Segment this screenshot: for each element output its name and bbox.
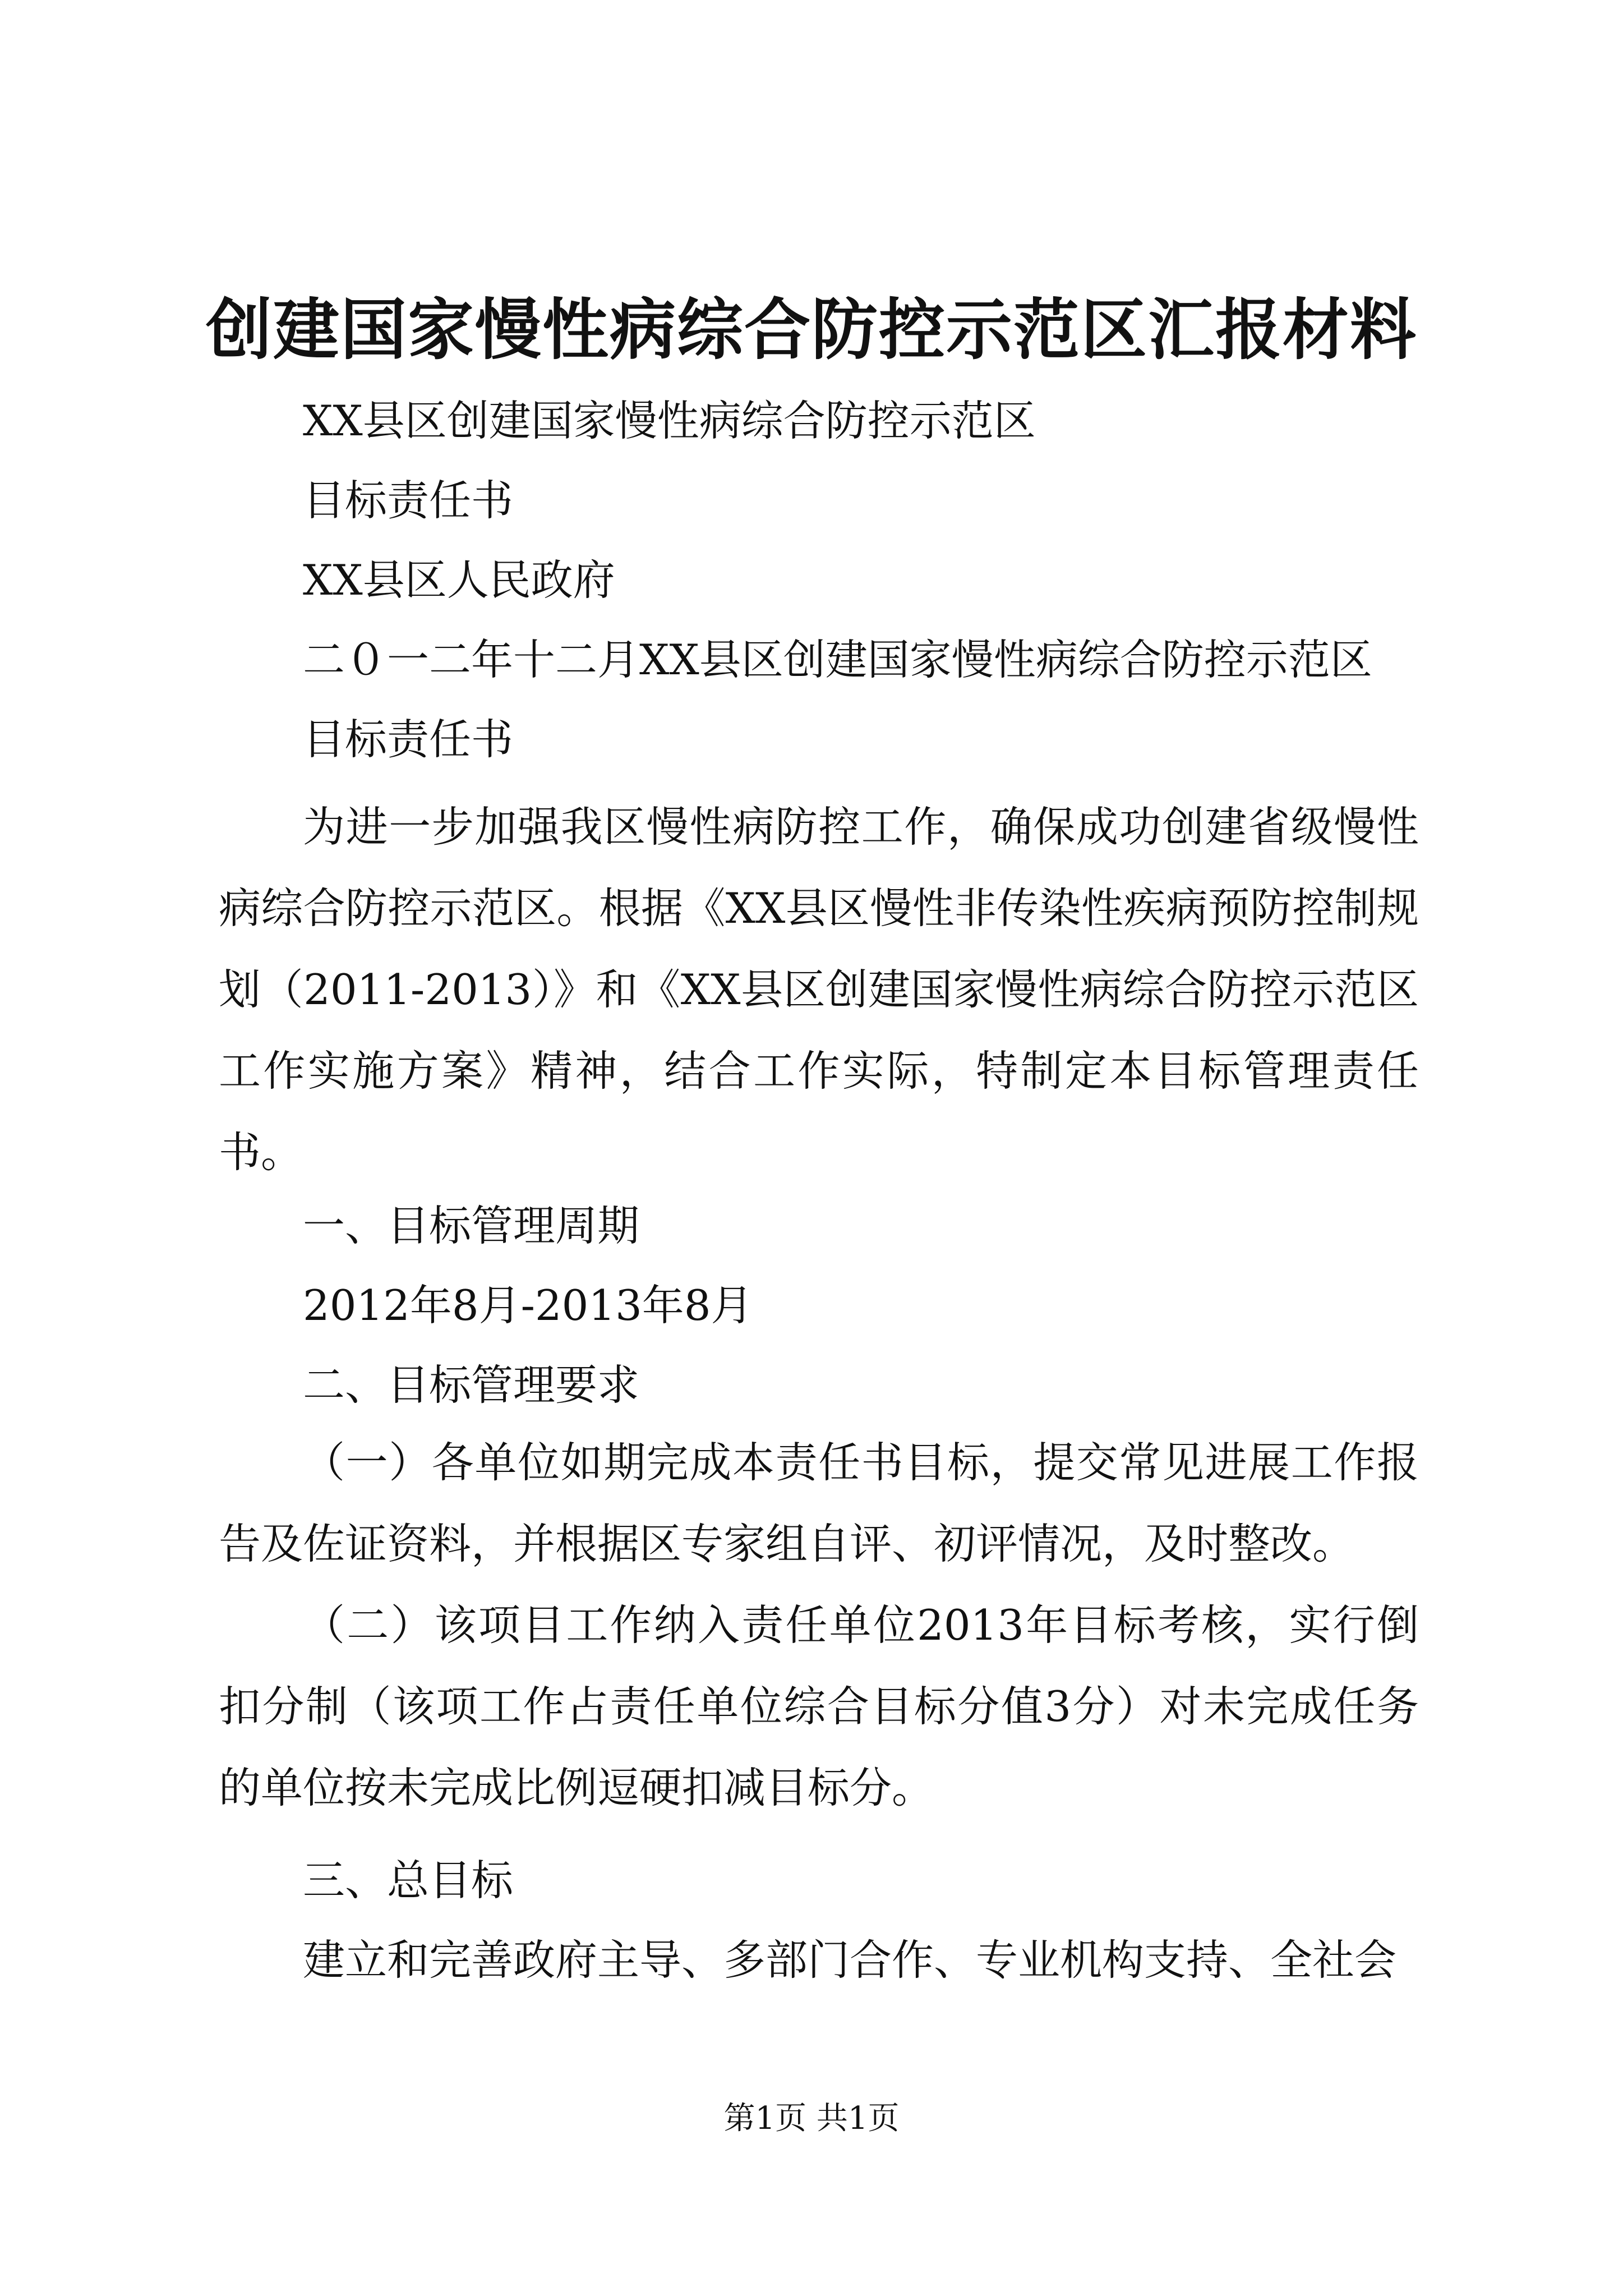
text-line-unit-title: XX县区创建国家慢性病综合防控示范区: [303, 396, 1036, 445]
section2-heading: 二、目标管理要求: [303, 1360, 640, 1410]
section2-item2: （二）该项目工作纳入责任单位2013年目标考核，实行倒扣分制（该项工作占责任单位综合目标分值3分）对未完成任务的单位按未完成比例逗硬扣减目标分。: [219, 1600, 1419, 1812]
text-line-responsibility-title-2: 目标责任书: [303, 715, 514, 764]
text-line-government: XX县区人民政府: [303, 555, 615, 605]
section3-text: 建立和完善政府主导、多部门合作、专业机构支持、全社会: [303, 1935, 1397, 1985]
text-line-responsibility-title: 目标责任书: [303, 476, 514, 525]
document-title: 创建国家慢性病综合防控示范区汇报材料: [205, 291, 1417, 369]
text-line-date-title: 二０一二年十二月XX县区创建国家慢性病综合防控示范区: [303, 635, 1372, 684]
section1-heading: 一、目标管理周期: [303, 1201, 640, 1250]
section2-item1: （一）各单位如期完成本责任书目标，提交常见进展工作报告及佐证资料，并根据区专家组自评、初评情况，及时整改。: [219, 1438, 1419, 1568]
section3-heading: 三、总目标: [303, 1856, 514, 1905]
intro-paragraph: 为进一步加强我区慢性病防控工作，确保成功创建省级慢性病综合防控示范区。根据《XX县区慢性非传染性疾病预防控制规划（2011-2013）》和《XX县区创建国家慢性病综合防控示范区工作实施方案》精神，结合工作实际，特制定本目标管理责任书。: [219, 802, 1419, 1177]
section1-period: 2012年8月-2013年8月: [303, 1281, 753, 1330]
page-footer: 第1页 共1页: [723, 2100, 900, 2137]
